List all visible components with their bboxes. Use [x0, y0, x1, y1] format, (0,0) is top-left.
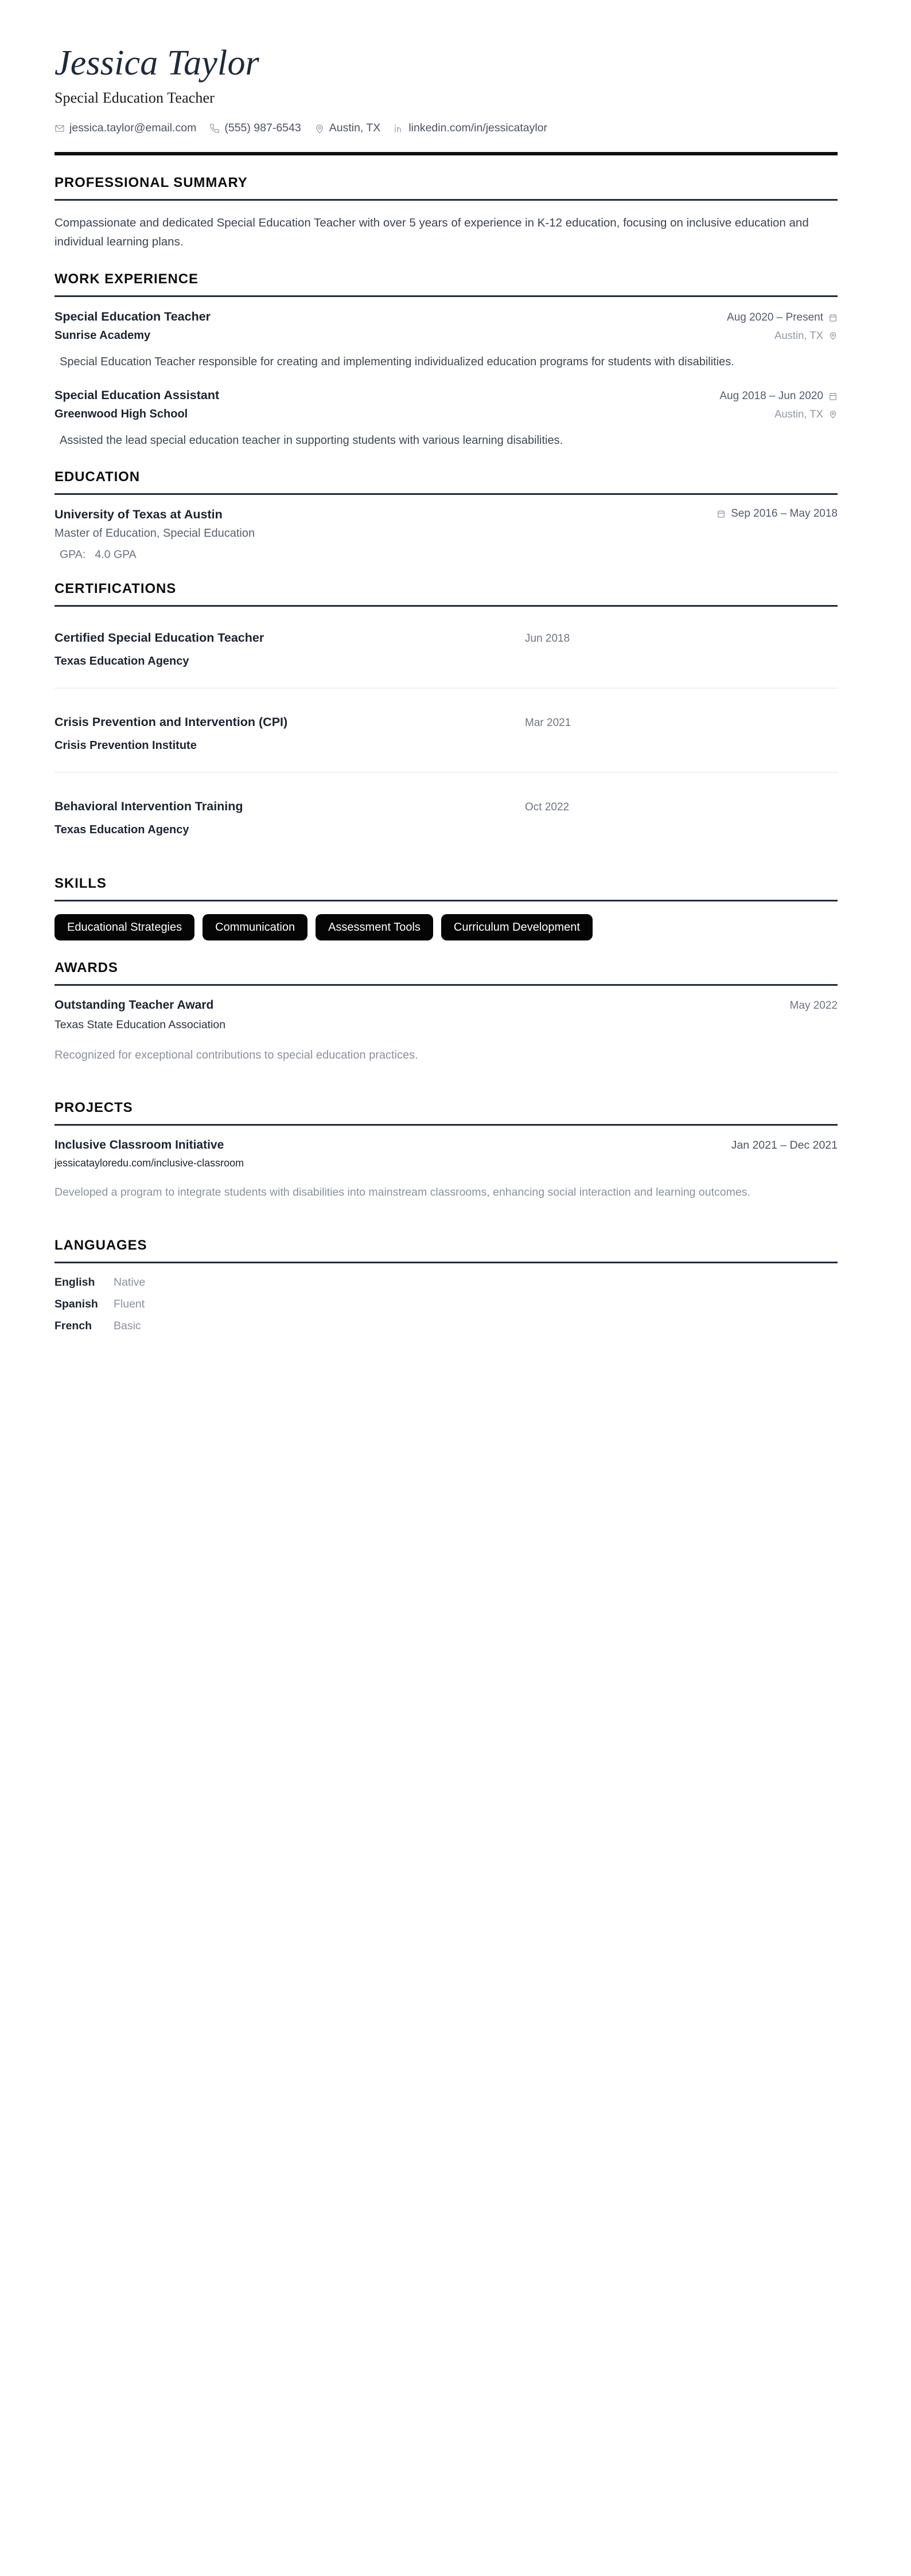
- project-url[interactable]: jessicatayloredu.com/inclusive-classroom: [54, 1157, 244, 1169]
- certification-issuer: Texas Education Agency: [54, 823, 189, 837]
- language-row: [54, 1320, 838, 1333]
- section-projects: [54, 1100, 838, 1202]
- language-name: English: [54, 1275, 95, 1289]
- contact-location-text: Austin, TX: [329, 122, 381, 135]
- award-name: Outstanding Teacher Award: [54, 998, 214, 1012]
- project-entry: [54, 1138, 838, 1202]
- section-title-work: WORK EXPERIENCE: [54, 271, 198, 287]
- section-title-projects: PROJECTS: [54, 1100, 133, 1116]
- work-date-text: Aug 2020 – Present: [727, 311, 823, 323]
- section-rule: [54, 900, 838, 901]
- work-description: Assisted the lead special education teacher in supporting students with various learning disabilities.: [60, 434, 563, 447]
- section-rule: [54, 605, 838, 607]
- section-languages: [54, 1238, 838, 1333]
- section-title-skills: SKILLS: [54, 876, 107, 892]
- language-level: Native: [114, 1275, 146, 1289]
- contact-bar: [54, 122, 838, 135]
- section-title-education: EDUCATION: [54, 469, 140, 485]
- section-rule: [54, 984, 838, 986]
- education-gpa-label: GPA:: [60, 548, 86, 561]
- certification-item: [54, 772, 838, 856]
- section-title-certifications: CERTIFICATIONS: [54, 581, 177, 597]
- award-description: Recognized for exceptional contributions to special education practices.: [54, 1049, 418, 1062]
- contact-email[interactable]: [54, 122, 196, 135]
- certification-name: Certified Special Education Teacher: [54, 631, 264, 645]
- project-name: Inclusive Classroom Initiative: [54, 1138, 224, 1152]
- certification-item: [54, 619, 838, 688]
- section-rule: [54, 295, 838, 297]
- work-date: [719, 390, 838, 403]
- skill-pill: Curriculum Development: [441, 914, 593, 940]
- contact-email-text: jessica.taylor@email.com: [69, 122, 197, 135]
- certification-date: Mar 2021: [525, 717, 571, 729]
- work-role: Special Education Teacher: [54, 309, 211, 323]
- location-pin-icon: [314, 123, 325, 134]
- skill-pill: Communication: [203, 914, 307, 940]
- language-level: Fluent: [114, 1297, 145, 1310]
- section-rule: [54, 1262, 838, 1263]
- resume-header: [54, 0, 838, 155]
- work-entry: [54, 310, 838, 371]
- language-row: [54, 1298, 838, 1311]
- skill-pill: Assessment Tools: [316, 914, 433, 940]
- resume-content: [54, 0, 838, 1857]
- project-description: Developed a program to integrate students with disabilities into mainstream classrooms, enhancing social interaction and learning outcomes.: [54, 1186, 750, 1199]
- language-row: [54, 1276, 838, 1289]
- education-degree: Master of Education, Special Education: [54, 527, 255, 540]
- certification-issuer: Crisis Prevention Institute: [54, 739, 197, 752]
- certification-item: [54, 688, 838, 772]
- education-entry: [54, 508, 838, 561]
- skill-pill: Educational Strategies: [54, 914, 194, 940]
- award-date: May 2022: [789, 1000, 838, 1012]
- certification-name: Crisis Prevention and Intervention (CPI): [54, 715, 288, 729]
- contact-linkedin[interactable]: [394, 122, 547, 135]
- contact-phone[interactable]: [209, 122, 301, 135]
- work-entry: [54, 388, 838, 450]
- location-pin-icon: [828, 409, 838, 419]
- work-org: Greenwood High School: [54, 407, 188, 420]
- section-rule: [54, 1124, 838, 1126]
- education-date: [717, 508, 838, 520]
- language-name: French: [54, 1319, 92, 1332]
- certification-date: Oct 2022: [525, 801, 570, 814]
- work-location-text: Austin, TX: [774, 407, 823, 420]
- candidate-name: Jessica Taylor: [54, 44, 259, 83]
- certification-date: Jun 2018: [525, 633, 570, 645]
- education-gpa-value: 4.0 GPA: [95, 548, 137, 561]
- education-school: University of Texas at Austin: [54, 508, 223, 522]
- contact-location: [314, 122, 381, 135]
- work-location: [774, 408, 838, 420]
- certification-name: Behavioral Intervention Training: [54, 799, 243, 814]
- section-rule: [54, 199, 838, 201]
- location-pin-icon: [828, 331, 838, 340]
- section-title-languages: LANGUAGES: [54, 1237, 147, 1253]
- phone-icon: [209, 123, 220, 134]
- education-date-text: Sep 2016 – May 2018: [731, 508, 838, 520]
- work-org: Sunrise Academy: [54, 329, 151, 342]
- section-skills: [54, 876, 838, 940]
- section-professional-summary: [54, 175, 838, 251]
- education-gpa: [54, 548, 838, 561]
- award-entry: [54, 998, 838, 1064]
- project-date: Jan 2021 – Dec 2021: [731, 1139, 838, 1152]
- candidate-job-title: Special Education Teacher: [54, 89, 215, 107]
- work-date: [727, 311, 838, 324]
- page-bottom-space: [54, 1341, 838, 1857]
- calendar-icon: [828, 313, 838, 322]
- work-description: Special Education Teacher responsible for creating and implementing individualized education programs for students with disabilities.: [60, 355, 734, 368]
- section-certifications: [54, 581, 838, 856]
- section-education: [54, 469, 838, 561]
- header-divider: [54, 152, 838, 155]
- summary-text: Compassionate and dedicated Special Education Teacher with over 5 years of experience in K-12 education, focusing on inclusive education and individual learning plans.: [54, 216, 809, 249]
- work-location-text: Austin, TX: [774, 329, 823, 341]
- calendar-icon: [717, 509, 726, 518]
- section-rule: [54, 493, 838, 495]
- contact-linkedin-text: linkedin.com/in/jessicataylor: [408, 122, 548, 135]
- language-name: Spanish: [54, 1297, 98, 1310]
- envelope-icon: [54, 123, 65, 134]
- work-date-text: Aug 2018 – Jun 2020: [719, 389, 823, 402]
- section-title-summary: PROFESSIONAL SUMMARY: [54, 175, 248, 191]
- linkedin-icon: [394, 123, 404, 134]
- work-location: [774, 329, 838, 342]
- section-title-awards: AWARDS: [54, 960, 118, 976]
- section-awards: [54, 960, 838, 1064]
- certification-issuer: Texas Education Agency: [54, 655, 189, 668]
- calendar-icon: [828, 392, 838, 401]
- award-issuer: Texas State Education Association: [54, 1018, 226, 1032]
- section-work-experience: [54, 271, 838, 450]
- language-level: Basic: [114, 1319, 141, 1332]
- work-role: Special Education Assistant: [54, 388, 220, 402]
- skills-list: [54, 914, 823, 940]
- contact-phone-text: (555) 987-6543: [224, 122, 301, 135]
